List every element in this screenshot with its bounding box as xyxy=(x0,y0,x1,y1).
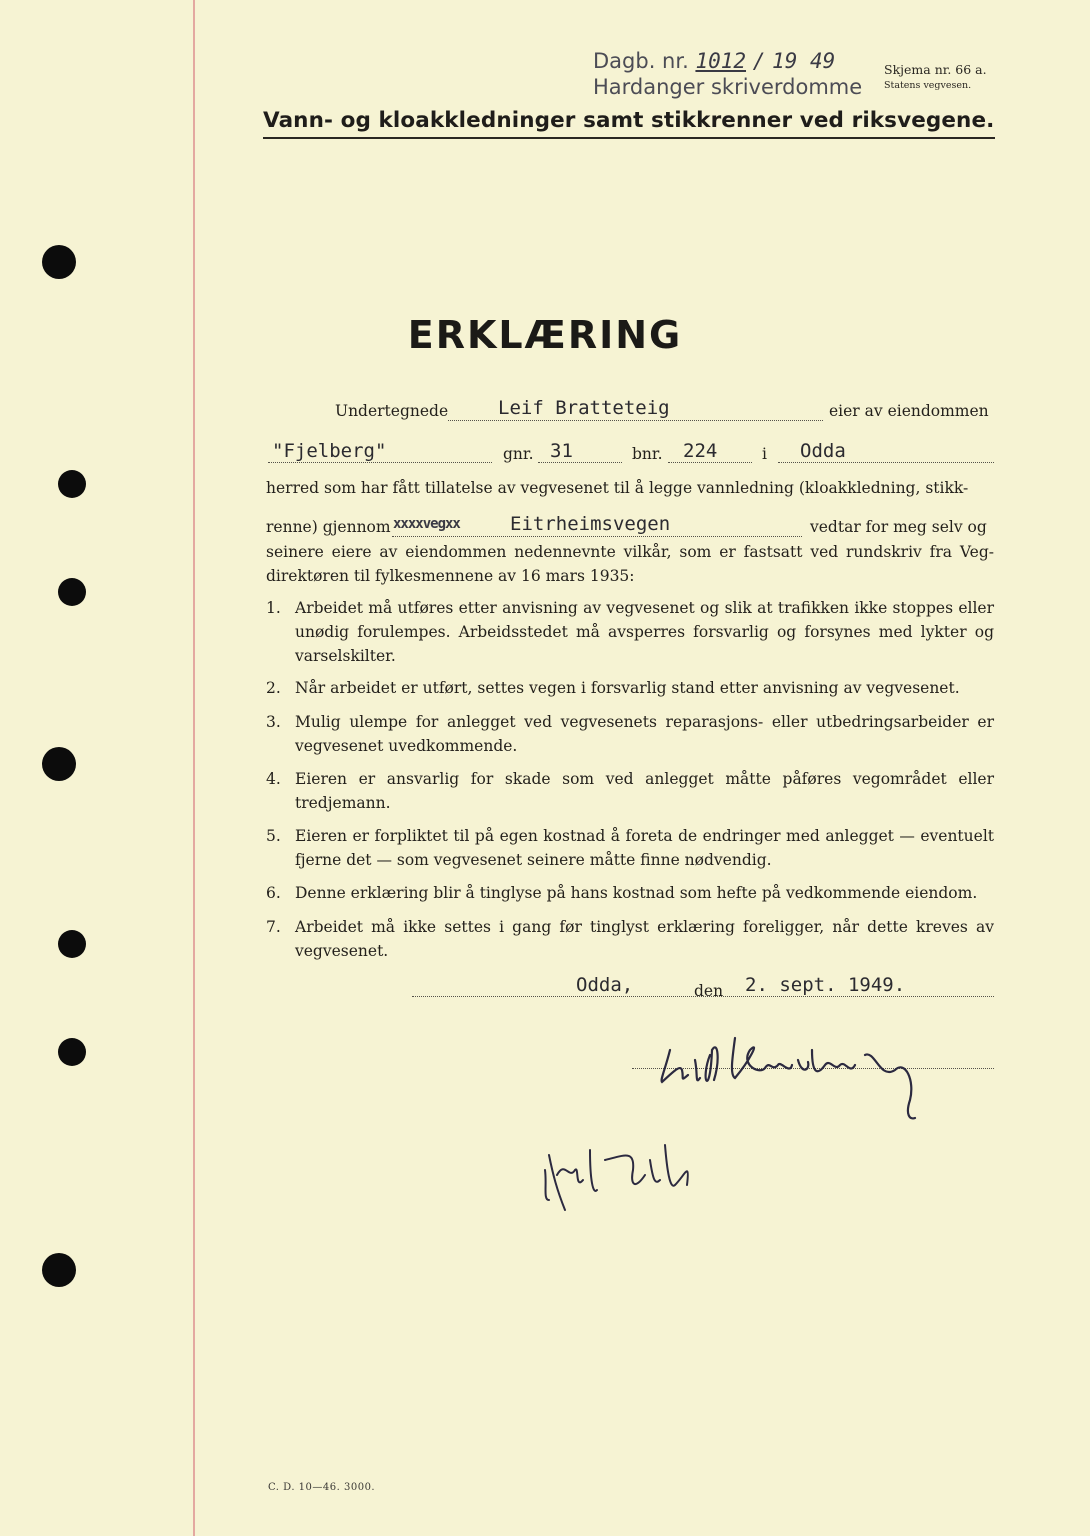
bnr-value: 224 xyxy=(683,440,718,462)
punch-hole xyxy=(42,747,76,781)
condition-item xyxy=(266,767,994,815)
property-value: "Fjelberg" xyxy=(272,440,387,462)
date-place: Odda, xyxy=(576,974,634,996)
condition-number: 4. xyxy=(266,770,281,788)
condition-number: 6. xyxy=(266,884,281,902)
struck-text: xxxxvegxx xyxy=(393,516,460,532)
condition-number: 3. xyxy=(266,713,281,731)
stamp-year: 19 49 xyxy=(772,49,836,73)
fill-line xyxy=(392,536,802,537)
condition-number: 5. xyxy=(266,827,281,845)
signature-image xyxy=(640,1020,940,1130)
stamp-separator: / xyxy=(752,49,766,73)
i-label: i xyxy=(762,445,767,463)
date-value: 2. sept. 1949. xyxy=(745,974,906,996)
condition-text: Når arbeidet er utført, settes vegen i forsvarlig stand etter anvisning av vegvesenet. xyxy=(295,679,960,697)
undertegnede-value: Leif Bratteteig xyxy=(498,397,670,419)
condition-number: 1. xyxy=(266,599,281,617)
condition-item xyxy=(266,824,994,872)
punch-hole xyxy=(58,470,86,498)
punch-hole xyxy=(42,1253,76,1287)
road-value: Eitrheimsvegen xyxy=(510,513,671,535)
stamp-prefix: Dagb. nr. xyxy=(593,49,689,73)
condition-text: Denne erklæring blir å tinglyse på hans kostnad som hefte på vedkommende eiendom. xyxy=(295,884,978,902)
den-label: den xyxy=(694,982,724,1000)
condition-number: 2. xyxy=(266,679,281,697)
condition-item xyxy=(266,710,994,758)
condition-text: Eieren er ansvarlig for skade som ved anlegget måtte påføres vegområdet eller tredjemann. xyxy=(295,770,994,812)
condition-text: Arbeidet må ikke settes i gang før tinglyst erklæring foreligger, når dette kreves av vegvesenet. xyxy=(295,918,994,960)
fill-line xyxy=(448,420,823,421)
document-title: ERKLÆRING xyxy=(407,313,683,357)
condition-number: 7. xyxy=(266,918,281,936)
eier-label: eier av eiendommen xyxy=(829,402,989,420)
herred-text: herred som har fått tillatelse av vegvesenet til å legge vannledning (kloakkledning, stikk- xyxy=(266,479,969,497)
document-heading: Vann- og kloakkledninger samt stikkrenner ved riksvegene. xyxy=(263,108,995,139)
condition-text: Mulig ulempe for anlegget ved vegvesenets reparasjons- eller utbedringsarbeider er vegvesenet uvedkommende. xyxy=(295,713,994,755)
handwritten-annotation xyxy=(535,1130,715,1220)
registry-stamp xyxy=(593,48,862,100)
fill-line xyxy=(268,462,492,463)
condition-item xyxy=(266,915,994,963)
print-code: C. D. 10—46. 3000. xyxy=(268,1482,376,1493)
terms-intro: seinere eiere av eiendommen nedennevnte vilkår, som er fastsatt ved rundskriv fra Veg-direktøren til fylkesmennene av 16 mars 1935: xyxy=(266,543,994,585)
fill-line xyxy=(778,462,994,463)
vedtar-text: vedtar for meg selv og xyxy=(810,518,987,536)
stamp-number: 1012 xyxy=(695,49,747,73)
schema-issuer: Statens vegvesen. xyxy=(884,80,972,91)
punch-hole xyxy=(42,245,76,279)
punch-hole xyxy=(58,1038,86,1066)
schema-number: Skjema nr. 66 a. xyxy=(884,62,987,77)
gnr-label: gnr. xyxy=(503,445,534,463)
stamp-office: Hardanger skriverdomme xyxy=(593,75,863,99)
condition-item xyxy=(266,676,994,700)
bnr-label: bnr. xyxy=(632,445,663,463)
fill-line xyxy=(538,462,622,463)
condition-item xyxy=(266,596,994,668)
gnr-value: 31 xyxy=(550,440,573,462)
form-schema-label xyxy=(884,62,987,94)
fill-line xyxy=(668,462,752,463)
place-value: Odda xyxy=(800,440,846,462)
undertegnede-label: Undertegnede xyxy=(335,402,449,420)
renne-label: renne) gjennom xyxy=(266,518,391,536)
condition-text: Arbeidet må utføres etter anvisning av vegvesenet og slik at trafikken ikke stoppes eller unødig forulempes. Arbeidsstedet må avsperres forsvarlig og forsynes med lykter og varselskilter. xyxy=(295,599,994,665)
punch-hole xyxy=(58,930,86,958)
condition-text: Eieren er forpliktet til på egen kostnad å foreta de endringer med anlegget — eventuelt fjerne det — som vegvesenet seinere måtte finne nødvendig. xyxy=(295,827,994,869)
condition-item xyxy=(266,881,994,905)
margin-rule xyxy=(193,0,195,1536)
punch-hole xyxy=(58,578,86,606)
